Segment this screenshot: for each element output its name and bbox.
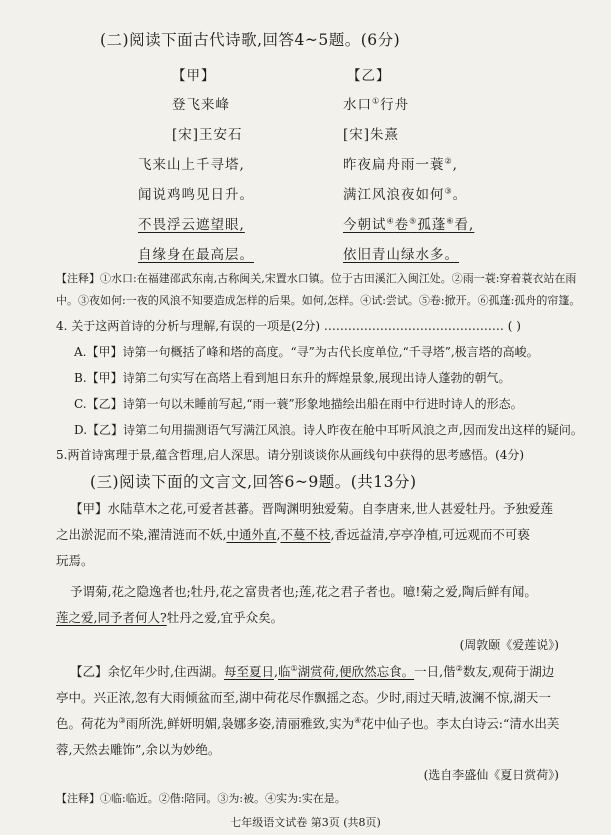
poem-b-tag: 【乙】	[347, 68, 391, 84]
passage-b-line-3: 色。荷花为③雨所洗,鲜妍明媚,袅娜多姿,清丽雅致,实为④花中仙子也。李太白诗云:“清水出芙	[56, 715, 560, 731]
underlined-phrase-3: 每至夏日	[223, 664, 274, 679]
poem-b-line-2: 满江风浪夜如何③。	[343, 186, 468, 203]
poetry-notes-line-2: 中。③夜如何:一夜的风浪不知要造成怎样的后果。如何,怎样。④试:尝试。⑤卷:掀开。⑥孤蓬:孤舟的帘篷。	[56, 294, 581, 307]
poetry-notes-line-1: 【注释】①水口:在福建邵武东南,古称闽关,宋置水口镇。位于古田溪汇入闽江处。②雨一蓑:穿着蓑衣站在雨	[56, 272, 577, 285]
question-4-stem: 4. 关于这两首诗的分析与理解,有误的一项是(2分) ……………………………………… ( )	[56, 319, 521, 333]
passage-b-line-1: 【乙】余忆年少时,住西湖。每至夏日,临①湖赏荷,便欣然忘食。一日,偕②数友,观荷于湖边	[70, 663, 555, 679]
poem-b-title: 水口①行舟	[343, 96, 410, 113]
underlined-sentence: 莲之爱,同予者何人?	[56, 610, 167, 625]
page-footer: 七年级语文试卷 第3页 (共8页)	[230, 816, 381, 829]
passage-a2-line-1: 予谓菊,花之隐逸者也;牡丹,花之富贵者也;莲,花之君子者也。噫!菊之爱,陶后鲜有闻。	[70, 584, 537, 599]
underlined-phrase-1: 中通外直	[226, 527, 277, 542]
poem-b-line-4-underlined: 依旧青山绿水多。	[343, 247, 459, 263]
poem-a-author: [宋]王安石	[172, 127, 243, 143]
poem-b-line-1: 昨夜扁舟雨一蓑②,	[343, 156, 458, 173]
passage-a-line-1: 【甲】水陆草木之花,可爱者甚蕃。晋陶渊明独爱菊。自李唐来,世人甚爱牡丹。予独爱莲	[70, 501, 553, 516]
passage-a-line-2: 之出淤泥而不染,濯清涟而不妖,中通外直,不蔓不枝,香远益清,亭亭净植,可远观而不可亵	[56, 527, 530, 542]
passage-b-line-4: 蓉,天然去雕饰”,余以为妙绝。	[56, 742, 221, 757]
section-heading-classical: (三)阅读下面的文言文,回答6~9题。(共13分)	[90, 473, 417, 491]
poem-a-line-2: 闻说鸡鸣见日升。	[138, 187, 254, 203]
question-4-option-d: D.【乙】诗第二句用揣测语气写满江风浪。诗人昨夜在舱中耳听风浪之声,因而发出这样的疑问。	[74, 423, 583, 437]
passage-b-notes: 【注释】①临:临近。②偕:陪同。③为:被。④实为:实在是。	[56, 792, 346, 805]
poem-a-line-3-underlined: 不畏浮云遮望眼,	[138, 217, 245, 233]
passage-b-source: (选自李盛仙《夏日赏荷》)	[423, 768, 559, 782]
poem-b-author: [宋]朱熹	[343, 127, 400, 143]
underlined-phrase-2: 不蔓不枝	[280, 527, 331, 542]
poem-a-line-4-underlined: 自缘身在最高层。	[138, 247, 254, 263]
passage-a-line-3: 玩焉。	[56, 553, 94, 568]
section-heading-poetry: (二)阅读下面古代诗歌,回答4~5题。(6分)	[100, 31, 401, 49]
question-5: 5.两首诗寓理于景,蕴含哲理,启人深思。请分别谈谈你从画线句中获得的思考感悟。(4分)	[56, 448, 525, 462]
question-4-option-c: C.【乙】诗第一句以未睡前写起,“雨一蓑”形象地描绘出船在雨中行进时诗人的形态。	[74, 397, 523, 411]
question-4-option-a: A.【甲】诗第一句概括了峰和塔的高度。“寻”为古代长度单位,“千寻塔”,极言塔的高峻。	[74, 345, 539, 359]
passage-a2-line-2: 莲之爱,同予者何人?牡丹之爱,宜乎众矣。	[56, 610, 284, 625]
poem-a-tag: 【甲】	[172, 68, 216, 84]
poem-a-line-1: 飞来山上千寻塔,	[138, 157, 245, 173]
passage-b-line-2: 亭中。兴正浓,忽有大雨倾盆而至,湖中荷花尽作飘摇之态。少时,雨过天晴,波澜不惊,湖天一	[56, 690, 551, 705]
passage-a-source: (周敦颐《爱莲说》)	[459, 638, 559, 652]
poem-a-title: 登飞来峰	[172, 97, 230, 113]
question-4-option-b: B.【甲】诗第二句实写在高塔上看到旭日东升的辉煌景象,展现出诗人蓬勃的朝气。	[74, 371, 511, 385]
poem-b-line-3-underlined: 今朝试④卷⑤孤蓬⑥看,	[343, 216, 475, 233]
underlined-phrase-4: 临①湖赏荷,便欣然忘食。	[277, 663, 415, 679]
